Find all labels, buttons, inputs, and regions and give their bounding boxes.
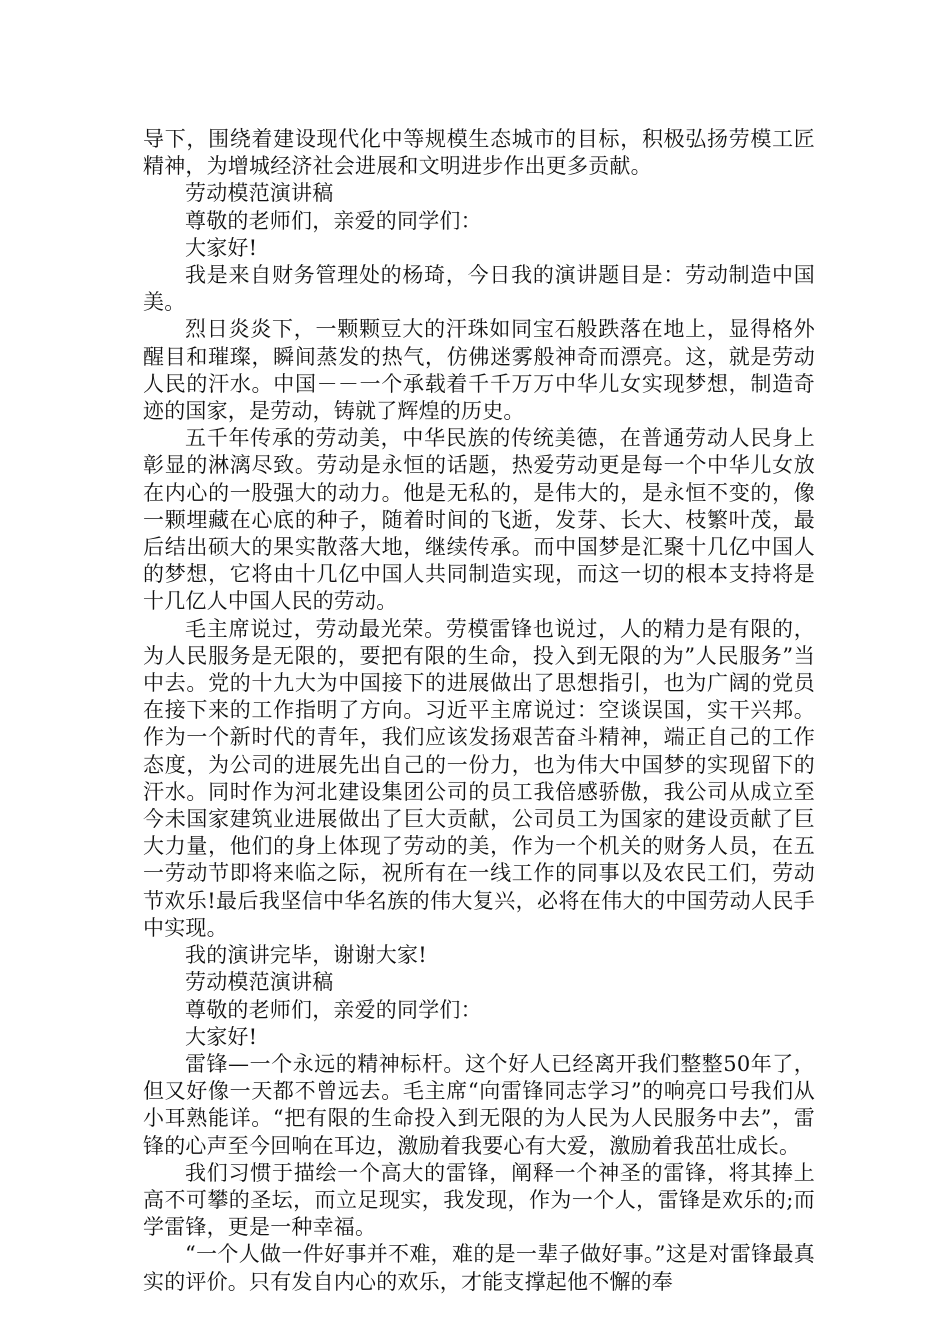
salutation: 尊敬的老师们，亲爱的同学们： [185, 208, 482, 233]
speech-title: 劳动模范演讲稿 [185, 970, 334, 995]
paragraph: 雷锋—一个永远的精神标杆。这个好人已经离开我们整整50年了，但又好像一天都不曾远去。毛主席“向雷锋同志学习”的响亮口号我们从小耳熟能详。“把有限的生命投入到无限的为人民为人民服务中去”，雷锋的心声至今回响在耳边，激励着我要心有大爱，激励着我茁壮成长。 [143, 1051, 815, 1158]
paragraph: 我们习惯于描绘一个高大的雷锋，阐释一个神圣的雷锋，将其捧上高不可攀的圣坛，而立足现实，我发现，作为一个人，雷锋是欢乐的;而学雷锋，更是一种幸福。 [143, 1160, 815, 1240]
paragraph: 五千年传承的劳动美，中华民族的传统美德，在普通劳动人民身上彰显的淋漓尽致。劳动是永恒的话题，热爱劳动更是每一个中华儿女放在内心的一股强大的动力。他是无私的，是伟大的，是永恒不变的，像一颗埋藏在心底的种子，随着时间的飞逝，发芽、长大、枝繁叶茂，最后结出硕大的果实散落大地，继续传承。而中国梦是汇聚十几亿中国人的梦想，它将由十几亿中国人共同制造实现，而这一切的根本支持将是十几亿人中国人民的劳动。 [143, 426, 815, 614]
paragraph: 我是来自财务管理处的杨琦，今日我的演讲题目是：劳动制造中国美。 [143, 263, 815, 315]
document-body [143, 126, 815, 1296]
paragraph: 烈日炎炎下，一颗颗豆大的汗珠如同宝石般跌落在地上，显得格外醒目和璀璨，瞬间蒸发的热气，仿佛迷雾般神奇而漂亮。这，就是劳动人民的汗水。中国－－一个承载着千千万万中华儿女实现梦想，制造奇迹的国家，是劳动，铸就了辉煌的历史。 [143, 317, 815, 424]
paragraph: 导下，围绕着建设现代化中等规模生态城市的目标，积极弘扬劳模工匠精神，为增城经济社会进展和文明进步作出更多贡献。 [143, 127, 815, 179]
greeting: 大家好! [185, 1024, 258, 1049]
salutation: 尊敬的老师们，亲爱的同学们： [185, 997, 482, 1022]
paragraph: 毛主席说过，劳动最光荣。劳模雷锋也说过，人的精力是有限的，为人民服务是无限的，要把有限的生命，投入到无限的为”人民服务”当中去。党的十九大为中国接下的进展做出了思想指引，也为广阔的党员在接下来的工作指明了方向。习近平主席说过：空谈误国，实干兴邦。作为一个新时代的青年，我们应该发扬艰苦奋斗精神，端正自己的工作态度，为公司的进展先出自己的一份力，也为伟大中国梦的实现留下的汗水。同时作为河北建设集团公司的员工我倍感骄傲，我公司从成立至今未国家建筑业进展做出了巨大贡献，公司员工为国家的建设贡献了巨大力量，他们的身上体现了劳动的美，作为一个机关的财务人员，在五一劳动节即将来临之际，祝所有在一线工作的同事以及农民工们，劳动节欢乐!最后我坚信中华名族的伟大复兴，必将在伟大的中国劳动人民手中实现。 [143, 616, 815, 940]
greeting: 大家好! [185, 235, 258, 260]
speech-title: 劳动模范演讲稿 [185, 181, 334, 206]
closing-line: 我的演讲完毕，谢谢大家! [185, 943, 427, 968]
paragraph: “一个人做一件好事并不难，难的是一辈子做好事。”这是对雷锋最真实的评价。只有发自内心的欢乐，才能支撑起他不懈的奉 [143, 1242, 815, 1294]
